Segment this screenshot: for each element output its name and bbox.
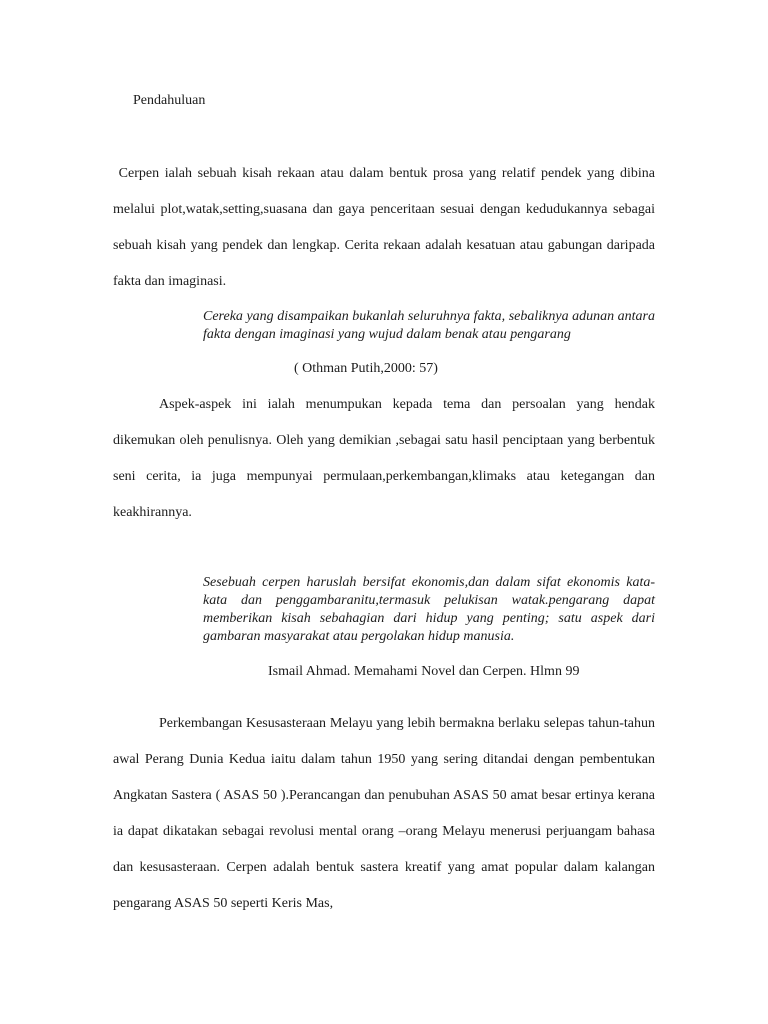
- block-quote-ismail: Sesebuah cerpen haruslah bersifat ekonomis,dan dalam sifat ekonomis kata-kata dan penggambaranitu,termasuk pelukisan watak.pengarang dapat memberikan kisah sebahagian dari hidup yang penting; satu aspek dari gambaran masyarakat atau pergolakan hidup manusia.: [203, 575, 655, 644]
- development-paragraph: Perkembangan Kesusasteraan Melayu yang lebih bermakna berlaku selepas tahun-tahun awal Perang Dunia Kedua iaitu dalam tahun 1950 yang sering ditandai dengan pembentukan Angkatan Sastera ( ASAS 50 ).Perancangan dan penubuhan ASAS 50 amat besar ertinya kerana ia dapat dikatakan sebagai revolusi mental orang –orang Melayu menerusi perjuangam bahasa dan kesusasteraan. Cerpen adalah bentuk sastera kreatif yang amat popular dalam kalangan pengarang ASAS 50 seperti Keris Mas,: [113, 716, 655, 911]
- aspects-paragraph: Aspek-aspek ini ialah menumpukan kepada tema dan persoalan yang hendak dikemukan oleh penulisnya. Oleh yang demikian ,sebagai satu hasil penciptaan yang berbentuk seni cerita, ia juga mempunyai permulaan,perkembangan,klimaks atau ketegangan dan keakhirannya.: [113, 397, 655, 520]
- intro-paragraph: Cerpen ialah sebuah kisah rekaan atau dalam bentuk prosa yang relatif pendek yang dibina melalui plot,watak,setting,suasana dan gaya penceritaan sesuai dengan kedudukannya sebagai sebuah kisah yang pendek dan lengkap. Cerita rekaan adalah kesatuan atau gabungan daripada fakta dan imaginasi.: [113, 166, 655, 289]
- block-quote-othman: Cereka yang disampaikan bukanlah seluruhnya fakta, sebaliknya adunan antara fakta dengan imaginasi yang wujud dalam benak atau pengarang: [203, 309, 655, 342]
- citation-ismail: Ismail Ahmad. Memahami Novel dan Cerpen. Hlmn 99: [268, 664, 580, 679]
- citation-othman: ( Othman Putih,2000: 57): [294, 361, 438, 376]
- section-heading: Pendahuluan: [133, 93, 206, 108]
